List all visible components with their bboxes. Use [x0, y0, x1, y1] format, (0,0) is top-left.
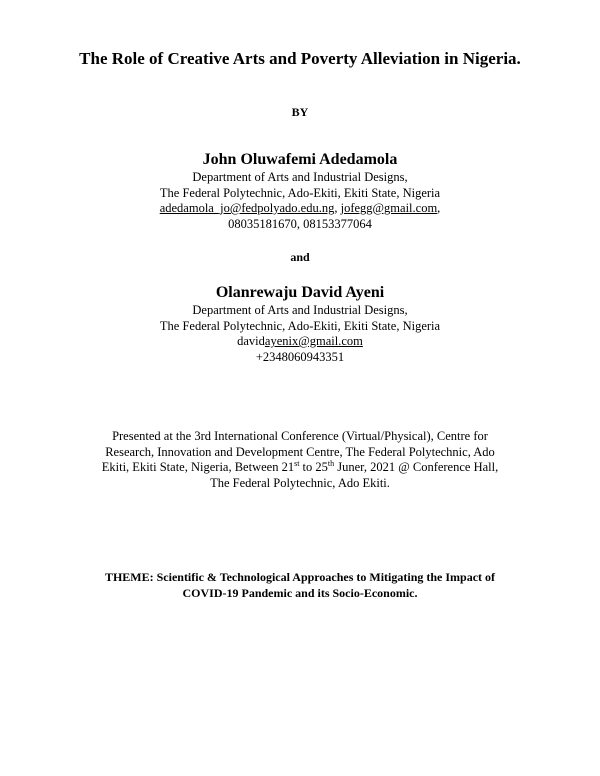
theme-line: COVID-19 Pandemic and its Socio-Economic.: [182, 585, 418, 600]
author-block-1: [0, 150, 600, 232]
ordinal-suffix: st: [294, 458, 300, 468]
theme-statement: [60, 570, 540, 601]
presentation-text: to 25: [299, 460, 328, 474]
ordinal-suffix: th: [327, 458, 335, 468]
email-link[interactable]: jofegg@gmail.com: [340, 201, 438, 215]
author-department: Department of Arts and Industrial Designs,: [192, 170, 408, 184]
author-name: Olanrewaju David Ayeni: [215, 284, 385, 301]
by-label: BY: [291, 105, 309, 119]
paper-title: The Role of Creative Arts and Poverty Alleviation in Nigeria.: [79, 49, 521, 68]
author-institution: The Federal Polytechnic, Ado-Ekiti, Ekiti State, Nigeria: [159, 185, 441, 200]
presentation-line: Research, Innovation and Development Centre, The Federal Polytechnic, Ado: [105, 444, 495, 459]
presentation-line: [70, 460, 530, 476]
author-emails: [0, 201, 600, 217]
presentation-line: Presented at the 3rd International Conference (Virtual/Physical), Centre for: [112, 429, 488, 443]
email-separator: ,: [334, 201, 341, 215]
email-prefix: david: [237, 334, 265, 348]
author-phones: 08035181670, 08153377064: [228, 216, 372, 231]
author-institution: The Federal Polytechnic, Ado-Ekiti, Ekiti State, Nigeria: [159, 318, 441, 333]
presentation-note: [70, 429, 530, 491]
author-email: [0, 334, 600, 350]
author-name: John Oluwafemi Adedamola: [202, 151, 398, 168]
presentation-text: Juner, 2021 @ Conference Hall,: [334, 460, 499, 474]
email-link[interactable]: adedamola_jo@fedpolyado.edu.ng: [159, 201, 335, 215]
author-block-2: [0, 283, 600, 365]
author-department: Department of Arts and Industrial Designs,: [192, 303, 408, 317]
presentation-text: Ekiti, Ekiti State, Nigeria, Between 21: [101, 460, 295, 474]
author-phone: +2348060943351: [255, 349, 345, 364]
email-trailing-comma: ,: [437, 201, 441, 215]
theme-line: THEME: Scientific & Technological Approaches to Mitigating the Impact of: [104, 570, 496, 584]
email-link[interactable]: ayenix@gmail.com: [264, 334, 363, 348]
presentation-line: The Federal Polytechnic, Ado Ekiti.: [210, 475, 390, 490]
and-label: and: [290, 250, 310, 264]
